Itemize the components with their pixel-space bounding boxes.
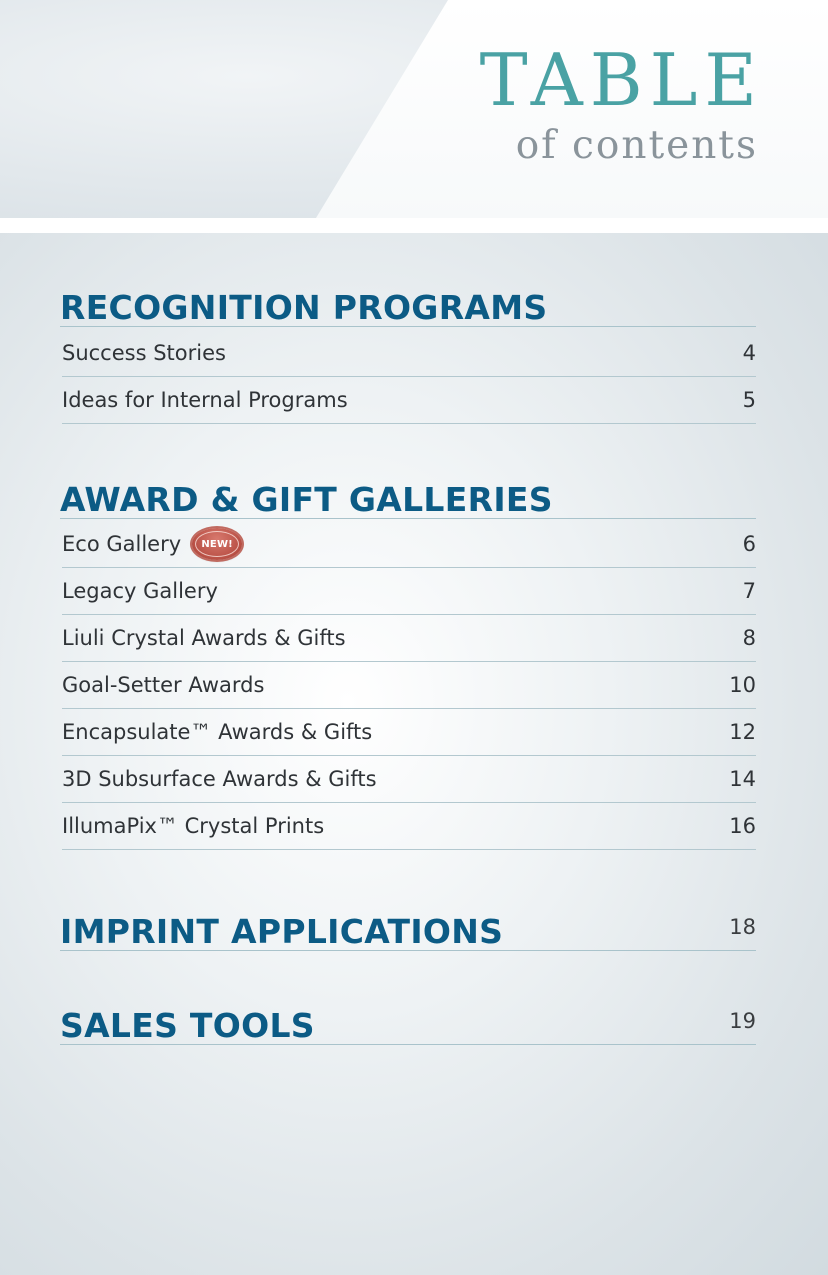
- toc-item-liuli-crystal[interactable]: [62, 615, 756, 662]
- toc-item-page: 8: [742, 626, 756, 650]
- new-badge: [192, 528, 242, 560]
- toc-body: [0, 233, 828, 1275]
- page-title: TABLE: [479, 38, 764, 122]
- toc-item-label: Eco Gallery: [62, 532, 182, 556]
- toc-item-success-stories[interactable]: [62, 330, 756, 377]
- new-badge-label: NEW!: [195, 531, 239, 557]
- toc-item-page: 6: [742, 532, 756, 556]
- toc-item-page: 5: [742, 388, 756, 412]
- toc-item-label: IllumaPix™ Crystal Prints: [62, 814, 325, 838]
- toc-item-page: 4: [742, 341, 756, 365]
- toc-item-label: Goal-Setter Awards: [62, 673, 265, 697]
- toc-item-label: Liuli Crystal Awards & Gifts: [62, 626, 346, 650]
- toc-item-encapsulate[interactable]: [62, 709, 756, 756]
- toc-item-legacy-gallery[interactable]: [62, 568, 756, 615]
- toc-item-3d-subsurface[interactable]: [62, 756, 756, 803]
- toc-item-label: Encapsulate™ Awards & Gifts: [62, 720, 373, 744]
- section-header-recognition-programs[interactable]: [60, 288, 756, 327]
- section-page-number: 19: [729, 1009, 756, 1033]
- section-title: RECOGNITION PROGRAMS: [60, 288, 548, 327]
- section-page-number: 18: [729, 915, 756, 939]
- toc-item-illumapix[interactable]: [62, 803, 756, 850]
- toc-item-label: Success Stories: [62, 341, 226, 365]
- section-header-award-gift-galleries[interactable]: [60, 480, 756, 519]
- header-band: [0, 0, 828, 218]
- section-title: IMPRINT APPLICATIONS: [60, 912, 504, 951]
- toc-item-label-group: [62, 528, 242, 560]
- toc-item-page: 12: [729, 720, 756, 744]
- page-subtitle: of contents: [515, 123, 758, 168]
- section-header-sales-tools[interactable]: [60, 1006, 756, 1045]
- toc-item-page: 14: [729, 767, 756, 791]
- toc-item-page: 10: [729, 673, 756, 697]
- toc-item-label: Ideas for Internal Programs: [62, 388, 348, 412]
- section-header-imprint-applications[interactable]: [60, 912, 756, 951]
- section-title: SALES TOOLS: [60, 1006, 315, 1045]
- toc-item-eco-gallery[interactable]: [62, 521, 756, 568]
- toc-item-page: 7: [742, 579, 756, 603]
- toc-item-label: Legacy Gallery: [62, 579, 218, 603]
- toc-item-ideas-internal-programs[interactable]: [62, 377, 756, 424]
- toc-item-page: 16: [729, 814, 756, 838]
- toc-item-goal-setter-awards[interactable]: [62, 662, 756, 709]
- section-title: AWARD & GIFT GALLERIES: [60, 480, 553, 519]
- toc-item-label: 3D Subsurface Awards & Gifts: [62, 767, 377, 791]
- header-divider: [0, 218, 828, 233]
